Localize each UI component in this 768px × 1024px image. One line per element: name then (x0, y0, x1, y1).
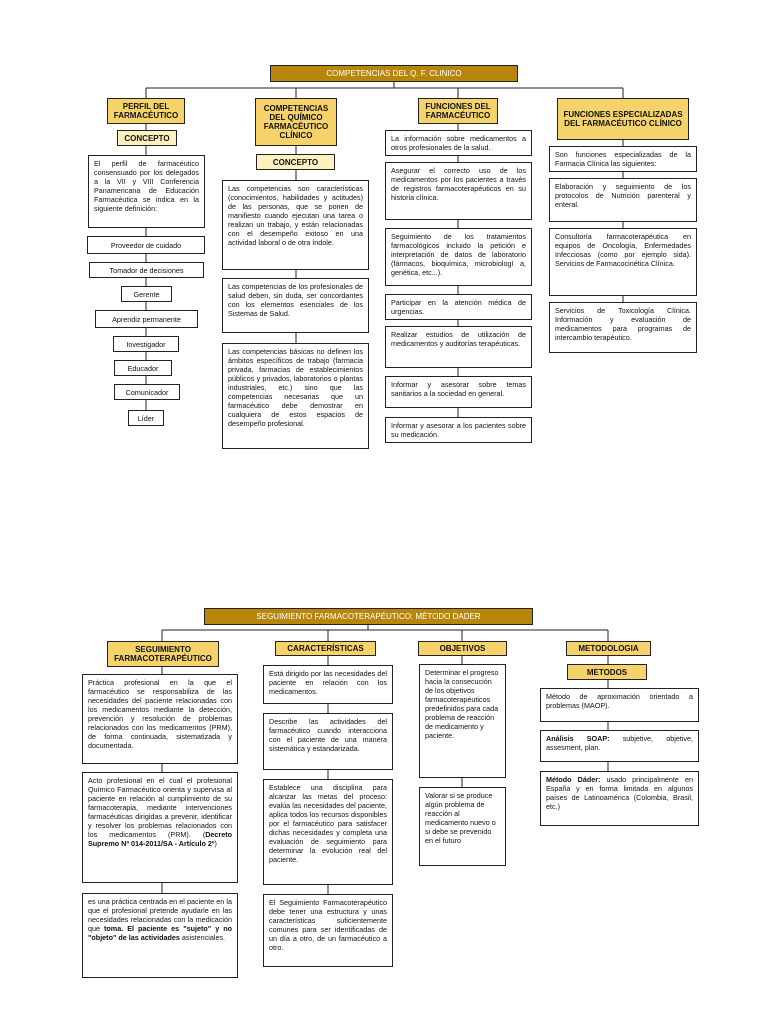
seguimiento-box-2-end: ) (214, 839, 217, 848)
role-tomador: Tomador de decisiones (89, 262, 204, 278)
metodologia-box-2 (540, 730, 699, 762)
role-educador: Educador (114, 360, 172, 376)
especializadas-header: FUNCIONES ESPECIALIZADAS DEL FARMACÉUTICO CLÍNICO (557, 98, 689, 140)
perfil-header: PERFIL DEL FARMACÉUTICO (107, 98, 185, 124)
perfil-definition: El perfil de farmacéutico consensuado por los delegados a la VII y VIII Conferencia Panamericana de Educación Farmacéutica se indica en la siguiente definición: (88, 155, 205, 228)
seguimiento-box-3-text: es una práctica centrada en el paciente en la que el profesional pretende ayudarle en las necesidades relacionadas con la medicación que (88, 897, 232, 933)
role-investigador: Investigador (113, 336, 179, 352)
metodos-subheader: METODOS (567, 664, 647, 680)
map1-title: COMPETENCIAS DEL Q. F. CLINICO (270, 65, 518, 82)
role-proveedor: Proveedor de cuidado (87, 236, 205, 254)
funciones-box-2: Asegurar el correcto uso de los medicamentos por los pacientes a través de registros farmacoterapéuticos en su historia clínica. (385, 162, 532, 220)
caracteristicas-header: CARACTERÍSTICAS (275, 641, 376, 656)
role-comunicador: Comunicador (114, 384, 180, 400)
perfil-concept: CONCEPTO (117, 130, 177, 146)
seguimiento-box-1: Práctica profesional en la que el farmacéutico se responsabiliza de las necesidades del paciente relacionadas con los medicamentos mediante la detección, prevención y resolución de problemas relacionados con los medicamentos (PRM), de forma continuada, sistematizada y documentada. (82, 674, 238, 764)
decreto-reference: Decreto Supremo Nº 014-2011/SA - Artículo 2º (88, 830, 232, 848)
funciones-box-7: Informar y asesorar a los pacientes sobre su medicación. (385, 417, 532, 443)
caracteristicas-box-4: El Seguimiento Farmacoterapéutico debe tener una estructura y unas características suficientemente comunes para ser identificadas de un día a otro, de un farmacéutico a otro. (263, 894, 393, 967)
seguimiento-box-2-text: Acto profesional en el cual el profesional Químico Farmacéutico orienta y supervisa al paciente en relación al cumplimiento de su farmacoterapia, mediante intervenciones farmacéuticas dirigidas a prevenir, identificar y resolver los problemas relacionados con los medicamentos (PRM). ( (88, 776, 232, 839)
especializadas-box-3: Consultoría farmacoterapéutica en equipos de Oncología, Enfermedades Infecciosas (como por ejemplo sida). Servicios de Farmacocinética Clínica. (549, 228, 697, 296)
dader-text: usado principalmente en España y en forma limitada en algunos países de Latinoamérica (Colombia, Brasil, etc.) (546, 775, 693, 811)
objetivos-header: OBJETIVOS (418, 641, 507, 656)
metodologia-header: METODOLOGIA (566, 641, 651, 656)
dader-label: Método Dáder: (546, 775, 601, 784)
role-lider: Líder (128, 410, 164, 426)
seguimiento-box-3-end: asistenciales. (179, 933, 226, 942)
funciones-box-4: Participar en la atención médica de urgencias. (385, 294, 532, 320)
caracteristicas-box-3: Establece una disciplina para alcanzar las metas del proceso: evalúa las necesidades del paciente, aplica todos los recursos disponibles por el farmacéutico para satisfacer dichas necesidades y completa una evaluación de seguimiento para determinar la evolución real del paciente. (263, 779, 393, 885)
funciones-header: FUNCIONES DEL FARMACÉUTICO (418, 98, 498, 124)
competencias-box-1: Las competencias son características (conocimientos, habilidades y actitudes) de las personas, que se ponen de manifiesto cuando ejecutan una tarea o realizan un trabajo, y están relacionadas con el desempeño exitoso en una actividad laboral o de otra índole. (222, 180, 369, 270)
soap-label: Análisis SOAP: (546, 734, 610, 743)
competencias-box-2: Las competencias de los profesionales de salud deben, sin duda, ser concordantes con los elementos esenciales de los Sistemas de Salud. (222, 278, 369, 333)
funciones-box-6: Informar y asesorar sobre temas sanitarios a la sociedad en general. (385, 376, 532, 408)
seguimiento-header: SEGUIMIENTO FARMACOTERAPÉUTICO (107, 641, 219, 667)
especializadas-box-2: Elaboración y seguimiento de los protocolos de Nutrición parenteral y enteral. (549, 178, 697, 222)
competencias-concept: CONCEPTO (256, 154, 335, 170)
seguimiento-box-3-bold: toma. El paciente es "sujeto" y no "objeto" de las actividades (88, 924, 232, 942)
metodologia-box-3 (540, 771, 699, 826)
caracteristicas-box-1: Está dirigido por las necesidades del paciente en relación con los medicamentos. (263, 665, 393, 704)
map2-title: SEGUIMIENTO FARMACOTERAPÉUTICO: MÉTODO DADER (204, 608, 533, 625)
soap-text: subjetive, objetive, assesment, plan. (546, 734, 693, 752)
especializadas-box-1: Son funciones especializadas de la Farmacia Clínica las siguientes: (549, 146, 697, 172)
funciones-box-5: Realizar estudios de utilización de medicamentos y auditorías terapéuticas. (385, 326, 532, 368)
funciones-box-3: Seguimiento de los tratamientos farmacológicos incluido la petición e interpretación de datos de laboratorio (fármacos, bioquímica, microbiologí a, genética, etc...). (385, 228, 532, 286)
role-aprendiz: Aprendiz permanente (95, 310, 198, 328)
competencias-box-3: Las competencias básicas no definen los ámbitos específicos de trabajo (farmacia privada, farmacias de establecimientos públicos y privados, laboratorios o plantas industriales, etc.) sino que las competencias necesarias que un farmacéutico debe demostrar en cualquiera de estos espacios de desempeño profesional. (222, 343, 369, 449)
funciones-box-1: La información sobre medicamentos a otros profesionales de la salud. (385, 130, 532, 156)
objetivos-box-1: Determinar el progreso hacia la consecución de los objetivos farmacoterapéuticos predefinidos para cada problema de reacción de medicamento y paciente. (419, 664, 506, 778)
role-gerente: Gerente (121, 286, 172, 302)
caracteristicas-box-2: Describe las actividades del farmacéutico cuando interacciona con el paciente de una manera sistemática y estandarizada. (263, 713, 393, 770)
seguimiento-box-3 (82, 893, 238, 978)
seguimiento-box-2 (82, 772, 238, 883)
objetivos-box-2: Valorar si se produce algún problema de reacción al medicamento nuevo o si debe se prevenido en el futuro (419, 787, 506, 866)
metodologia-box-1: Método de aproximación orientado a problemas (MAOP). (540, 688, 699, 722)
competencias-header: COMPETENCIAS DEL QUÍMICO FARMACÉUTICO CLÍNICO (255, 98, 337, 146)
especializadas-box-4: Servicios de Toxicología Clínica. Información y evaluación de medicamentos para programas de intercambio terapéutico. (549, 302, 697, 353)
